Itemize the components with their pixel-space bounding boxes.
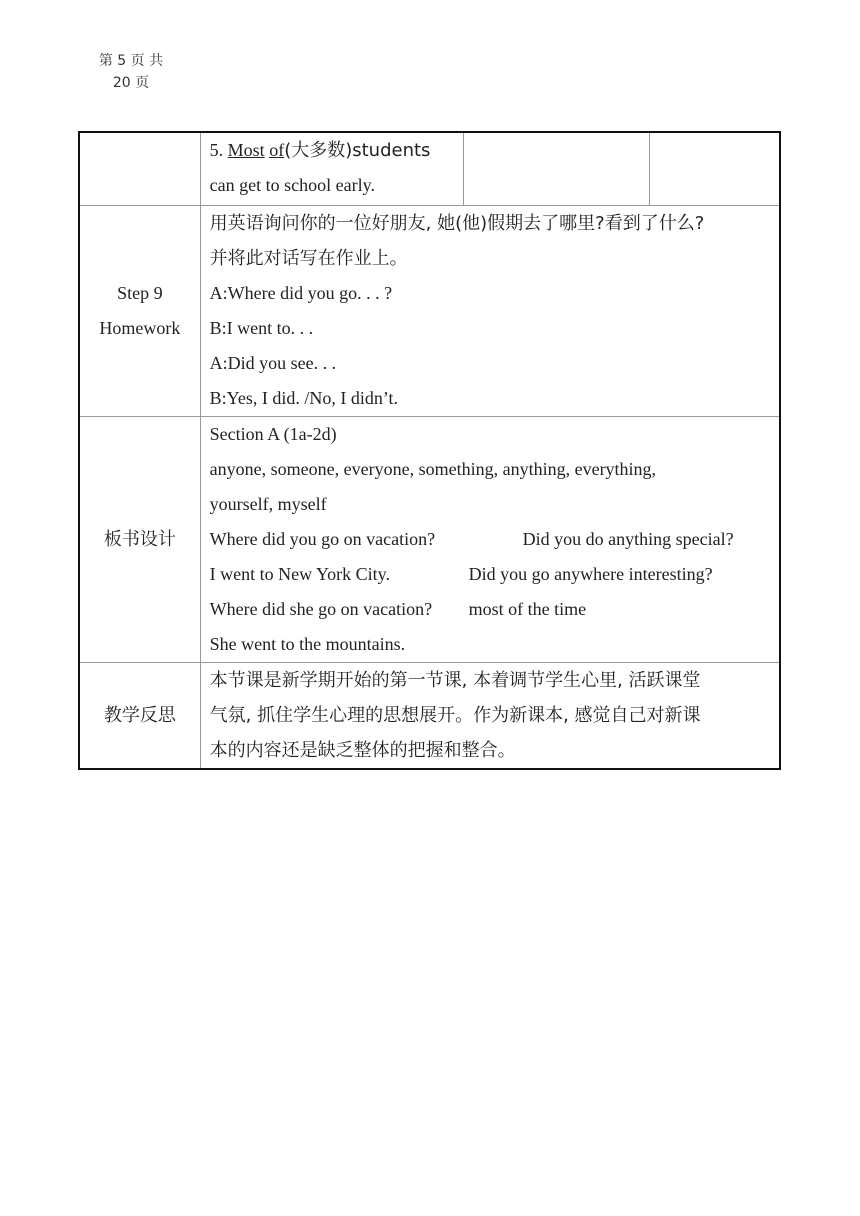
table-row-board-design <box>79 417 780 663</box>
reflection-line: 气氛, 抓住学生心理的思想展开。作为新课本, 感觉自己对新课 <box>209 705 701 726</box>
most-underlined: Most <box>227 140 265 160</box>
reflection-label: 教学反思 <box>79 663 200 770</box>
dialog-line: B:Yes, I did. /No, I didn’t. <box>209 388 399 408</box>
board-line <box>210 557 779 592</box>
homework-instruction-2: 并将此对话写在作业上。 <box>209 248 408 269</box>
page-number <box>86 50 176 94</box>
homework-instruction-1: 用英语询问你的一位好朋友, 她(他)假期去了哪里?看到了什么? <box>209 213 705 234</box>
dialog-line: A:Where did you go. . . ? <box>209 283 393 303</box>
board-line: Section A (1a-2d) <box>209 424 337 444</box>
table-row-homework <box>79 206 780 417</box>
reflection-line: 本的内容还是缺乏整体的把握和整合。 <box>209 740 516 761</box>
lesson-plan-table <box>78 131 781 770</box>
board-line-col1: Where did you go on vacation? <box>209 529 436 549</box>
board-line: She went to the mountains. <box>209 634 406 654</box>
step5-content-cell <box>200 132 463 206</box>
reflection-content-cell <box>200 663 780 770</box>
of-underlined: of <box>269 140 285 160</box>
homework-label-cell <box>79 206 200 417</box>
homework-content-cell <box>200 206 780 417</box>
dialog-line: B:I went to. . . <box>209 318 314 338</box>
board-design-label: 板书设计 <box>79 417 200 663</box>
step5-line1: 5. Most of(大多数)students <box>209 140 431 161</box>
board-design-content-cell <box>200 417 780 663</box>
table-row-step5 <box>79 132 780 206</box>
step5-line2: can get to school early. <box>209 175 375 195</box>
reflection-line: 本节课是新学期开始的第一节课, 本着调节学生心里, 活跃课堂 <box>209 670 701 691</box>
page-number-line2: 20 页 <box>112 75 150 91</box>
board-line-col1: Where did she go on vacation? <box>209 599 433 619</box>
step9-label: Step 9 <box>117 283 163 303</box>
board-line-col2: Did you do anything special? <box>522 529 734 549</box>
board-line-col2: most of the time <box>468 599 587 619</box>
board-line-col1: I went to New York City. <box>209 564 391 584</box>
board-line <box>210 522 779 557</box>
empty-cell <box>650 132 780 206</box>
board-line: anyone, someone, everyone, something, anything, everything, <box>209 459 657 479</box>
board-line <box>210 592 779 627</box>
table-row-reflection <box>79 663 780 770</box>
page-number-line1: 第 5 页 共 <box>98 53 164 69</box>
empty-cell <box>464 132 650 206</box>
board-line-col2: Did you go anywhere interesting? <box>468 564 713 584</box>
homework-label: Homework <box>99 318 181 338</box>
empty-label-cell <box>79 132 200 206</box>
dialog-line: A:Did you see. . . <box>209 353 337 373</box>
board-line: yourself, myself <box>209 494 327 514</box>
